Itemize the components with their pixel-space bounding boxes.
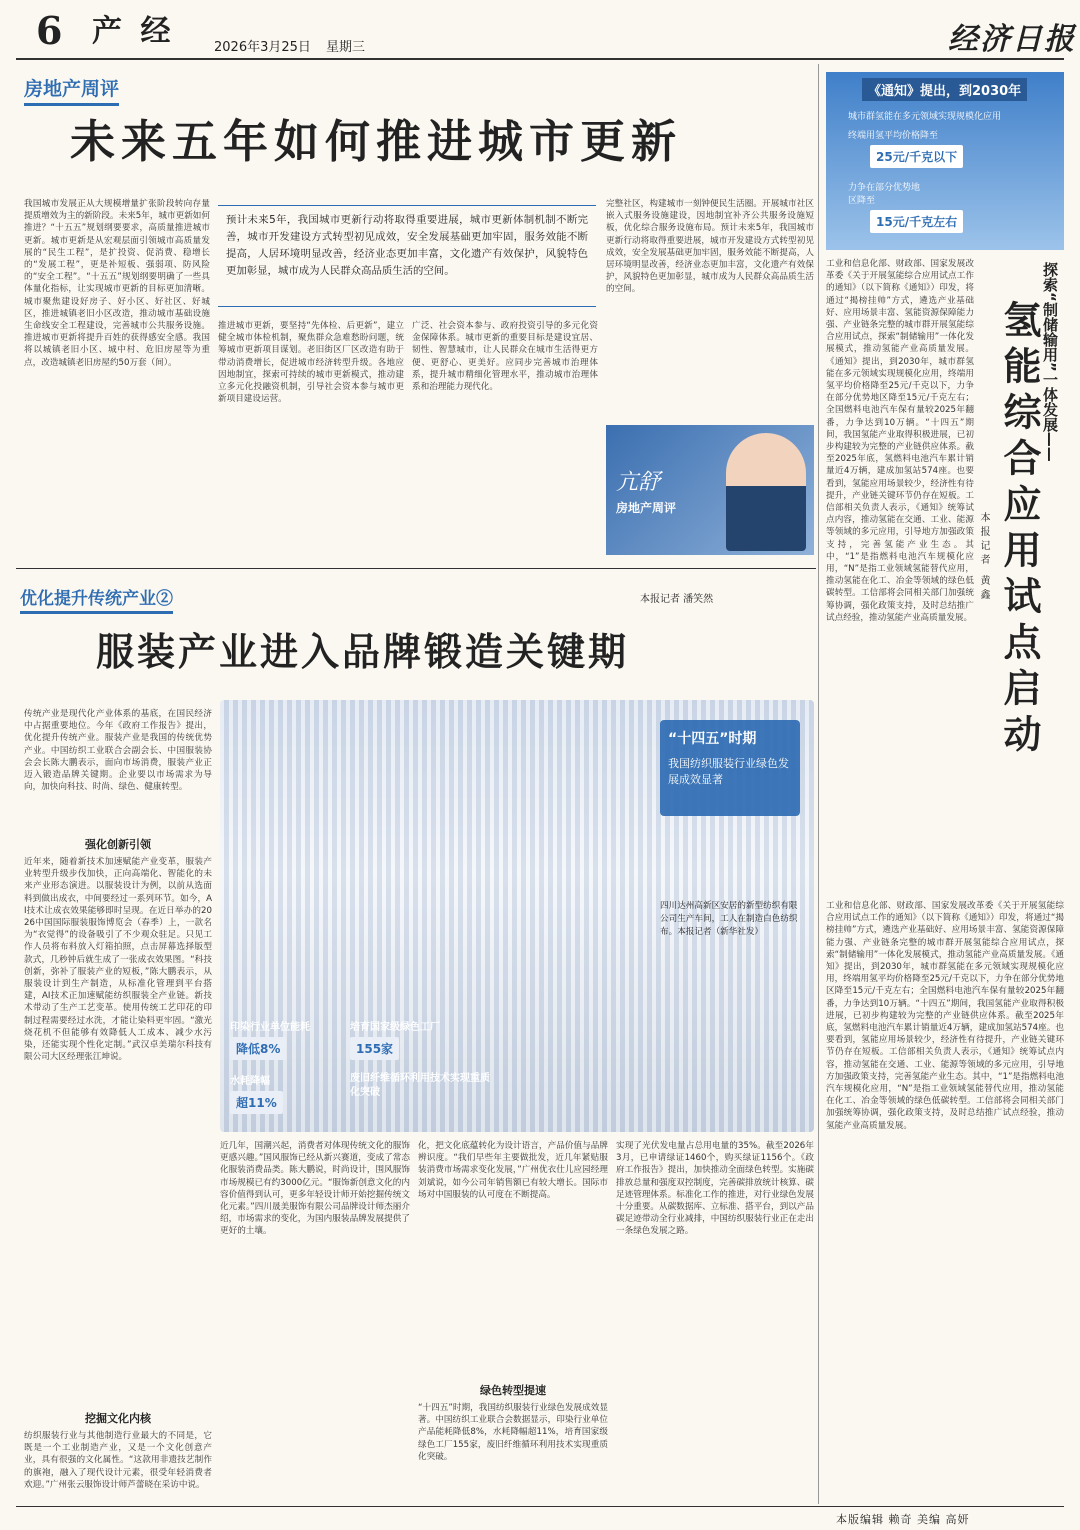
hydrogen-headline: 氢能综合应用试点启动 — [997, 300, 1042, 760]
infographic-subtitle: 城市群氢能在多元领域实现规模化应用 — [848, 112, 1002, 122]
article2-section-2: 纺织服装行业与其他制造行业最大的不同是，它既是一个工业制造产业，又是一个文化创意产业，具有很强的文化属性。“这款用非遗技艺制作的旗袍，融入了现代设计元素，很受年轻消费者欢迎。”广州张云服饰设计师芦蕾晓在采访中说。 — [24, 1431, 212, 1490]
divider-article1 — [16, 568, 816, 569]
stat-label: 印染行业单位能耗 — [230, 1022, 310, 1033]
stat-card-water — [230, 1072, 350, 1114]
subhead-innovation: 强化创新引领 — [85, 838, 151, 851]
columnist-name: 亢舒 — [616, 470, 661, 495]
hydrogen-article-text: 工业和信息化部、财政部、国家发展改革委《关于开展氢能综合应用试点工作的通知》（以下简称《通知》）印发，将通过“揭榜挂帅”方式，遴选产业基础好、应用场景丰富、氢能资源保障能力强、产业链条完整的城市群开展氢能综合应用试点，探索“制储输用”一体化发展模式，推动氢能产业高质量发展。《通知》提出，到2030年，城市群氢能在多元领域实现规模化应用，终端用氢平均价格降至25元/千克以下，力争在部分优势地区降至15元/千克左右；全国燃料电池汽车保有量较2025年翻番，力争达到10万辆。“十四五”期间，我国氢能产业取得积极进展，已初步构建较为完整的产业链供应体系。截至2025年底，氢燃料电池汽车累计销量近4万辆，建成加氢站574座。也要看到，氢能应用场景较少，经济性有待提升，产业链关键环节仍存在短板。工信部相关负责人表示，《通知》统筹试点内容，推动氢能在交通、工业、能源等领域的多元应用，引导地方加强政策支持，完善氢能产业生态。其中，“1”是指燃料电池汽车规模化应用，“N”是指工业领域氢能替代应用，推动氢能在化工、冶金等领域的绿色低碳转型。工信部将会同相关部门加强统筹协调，强化政策支持，及时总结推广试点经验，推动氢能产业高质量发展。 — [826, 259, 974, 623]
page-number: 6 — [36, 8, 63, 53]
period-title: “十四五”时期 — [668, 731, 757, 747]
columnist-portrait — [726, 433, 806, 551]
masthead-rule — [16, 58, 1064, 60]
series-tag-traditional-industry: 优化提升传统产业② — [20, 584, 173, 614]
infographic-value-1: 25元/千克以下 — [870, 145, 963, 168]
issue-date: 2026年3月25日 — [214, 40, 311, 55]
article2-section-1: 近年来，随着新技术加速赋能产业变革，服装产业转型升级步伐加快，正向高端化、智能化的未来产业形态演进。以服装设计为例，以前从选面料到做出成衣，中间要经过一系列环节。如今，AI技术让成衣效果能够即时呈现。在近日举办的2026中国国际服装服饰博览会（春季）上，一款名为“衣觉得”的设备吸引了不少观众驻足。只见工作人员将布料放入灯箱拍照，点击屏幕选择版型款式，几秒钟后就生成了一张成衣效果图。“科技创新，弥补了服装产业的短板，”陈大鹏表示，从服装设计到生产制造，从标准化管理到平台搭建，AI技术正加速赋能纺织服装全产业链。新技术带动了生产工艺变革。使用传统工艺印花的印制过程需要经过水洗，才能让染料更牢固。“激光烧花机不但能够有效降低人工成本、减少水污染，还能实现个性化定制。”武汉卓美瑞尔科技有限公司大区经理张江坤说。 — [24, 857, 212, 1063]
sidebar-divider — [818, 64, 819, 1504]
photo-credit: 本报记者（新华社发） — [677, 927, 764, 937]
article2-column-c: 化，把文化底蕴转化为设计语言，产品价值与品牌辨识度。“我们早些年主要做批发，近几年紧贴服装消费市场需求变化发展，”广州优衣仕儿应园经理刘斌说，如今公司年销售额已有较大增长。国际市场对中国服装的认可度在不断提高。 — [418, 1141, 608, 1200]
hydrogen-article-text-lower — [826, 900, 1064, 1500]
footer-rule — [16, 1506, 1064, 1507]
article2-section-3: “十四五”时期，我国纺织服装行业绿色发展成效显著。中国纺织工业联合会数据显示，印染行业单位产品能耗降低8%，水耗降幅超11%，培育国家级绿色工厂155家，废旧纤维循环利用技术实现重质化突破。 — [418, 1403, 608, 1462]
issue-weekday: 星期三 — [326, 40, 366, 55]
stat-card-green-factory — [350, 1018, 520, 1060]
stat-value: 超11% — [230, 1091, 283, 1114]
infographic-title: 《通知》提出，到2030年 — [862, 78, 1027, 101]
subhead-green: 绿色转型提速 — [480, 1384, 546, 1397]
infographic-line-1: 终端用氢平均价格降至 — [848, 131, 939, 141]
stat-label: 培育国家级绿色工厂 — [350, 1022, 440, 1033]
article2-byline: 本报记者 潘笑然 — [640, 594, 714, 605]
footer-editors: 本版编辑 赖奇 美编 高妍 — [836, 1513, 970, 1526]
article2-column-b: 近几年，国潮兴起，消费者对体现传统文化的服饰更感兴趣。”国风服饰已经从新兴赛道，变成了常态化服装消费品类。陈大鹏说，时尚设计，围风服饰市场规模已有约3000亿元。“服饰新创意文化的内容价值得到认可，更多年轻设计师开始挖掘传统文化元素。”四川晟美服饰有限公司品牌设计师杰丽介绍，市场需求的变化，为国内服装品牌发展提供了更好的土壤。 — [220, 1141, 410, 1237]
stat-label: 水耗降幅 — [230, 1076, 270, 1087]
article1-column-1: 我国城市发展正从大规模增量扩张阶段转向存量提质增效为主的新阶段。未来5年，城市更新如何推进？“十五五”规划纲要要求，高质量推进城市更新。城市更新是从宏观层面引领城市高质量发展的“民生工程”，是扩投资、促消费、稳增长的“发展工程”，更是补短板、强弱项、防风险的“安全工程”。“十五五”规划纲要明确了一些具体量化指标，让实现城市更新的目标更加清晰。城市聚焦建设好房子、好小区、好社区、好城区，推进城镇老旧小区改造，推动城市基础设施生命线安全工程建设，完善城市公共服务设施。推进城市更新将提升百姓的获得感安全感。我国将以城镇老旧小区、城中村、危旧房屋等为重点，改造城镇老旧房屋约50万套（间）。 — [24, 199, 210, 368]
article1-column-3: 广泛、社会资本参与、政府投资引导的多元化资金保障体系。城市更新的重要目标是建设宜居、韧性、智慧城市，让人民群众在城市生活得更方便、更舒心、更美好。应同步完善城市治理体系，提升城市精细化管理水平，推动城市治理体系和治理能力现代化。 — [412, 321, 598, 393]
stat-value: 155家 — [350, 1037, 399, 1060]
headline-apparel: 服装产业进入品牌锻造关键期 — [96, 629, 630, 674]
columnist-box — [606, 425, 814, 555]
article1-summary — [218, 205, 596, 307]
hydrogen-kicker: 探索“制储输用”一体发展—— — [1041, 262, 1059, 462]
columnist-column-label: 房地产周评 — [616, 501, 677, 515]
headline-urban-renewal: 未来五年如何推进城市更新 — [70, 115, 683, 168]
subhead-culture: 挖掘文化内核 — [85, 1412, 151, 1425]
hydrogen-byline: 本报记者 黄鑫 — [978, 512, 989, 604]
photo-caption-text: 四川达州高新区安居的新型纺织有限公司生产车间，工人在制造白色纺织布。 — [660, 901, 798, 937]
factory-photo — [220, 700, 814, 1132]
summary-text: 预计未来5年，我国城市更新行动将取得重要进展，城市更新体制机制不断完善，城市开发建设方式转型初见成效，安全发展基础更加牢固，服务效能不断提高，人居环境明显改善，经济业态更加丰富，文化遗产有效保护，风貌特色更加彰显，城市成为人民群众高品质生活的空间。 — [226, 214, 588, 277]
hydrogen-infographic — [826, 72, 1064, 250]
article2-column-d: 实现了光伏发电量占总用电量的35%。截至2026年3月，已申请绿证1460个，购买绿证1156个。《政府工作报告》提出，加快推动全面绿色转型。实施碳排放总量和强度双控制度，完善碳排放统计核算、碳足迹管理体系。标准化工作的推进，对行业绿色发展十分重要。从碳数据库、立标准、搭平台，到以产品碳足迹带动全行业减排，中国纺织服装行业正在走出一条绿色发展之路。 — [616, 1141, 814, 1237]
hydrogen-article-text-continued: 工业和信息化部、财政部、国家发展改革委《关于开展氢能综合应用试点工作的通知》（以下简称《通知》）印发，将通过“揭榜挂帅”方式，遴选产业基础好、应用场景丰富、氢能资源保障能力强、产业链条完整的城市群开展氢能综合应用试点，探索“制储输用”一体化发展模式，推动氢能产业高质量发展。《通知》提出，到2030年，城市群氢能在多元领域实现规模化应用，终端用氢平均价格降至25元/千克以下，力争在部分优势地区降至15元/千克左右；全国燃料电池汽车保有量较2025年翻番，力争达到10万辆。“十四五”期间，我国氢能产业取得积极进展，已初步构建较为完整的产业链供应体系。截至2025年底，氢燃料电池汽车累计销量近4万辆，建成加氢站574座。也要看到，氢能应用场景较少，经济性有待提升，产业链关键环节仍存在短板。工信部相关负责人表示，《通知》统筹试点内容，推动氢能在交通、工业、能源等领域的多元应用，引导地方加强政策支持，完善氢能产业生态。其中，“1”是指燃料电池汽车规模化应用，“N”是指工业领域氢能替代应用，推动氢能在化工、冶金等领域的绿色低碳转型。工信部将会同相关部门加强统筹协调，强化政策支持，及时总结推广试点经验，推动氢能产业高质量发展。 — [826, 901, 1064, 1131]
infographic-value-2: 15元/千克左右 — [870, 210, 963, 233]
infographic-line-2: 力争在部分优势地区降至 — [848, 183, 921, 206]
stat-value: 降低8% — [230, 1037, 286, 1060]
stat-label: 废旧纤维循环利用技术实现重质化突破 — [350, 1073, 490, 1098]
stat-card-recycling — [350, 1072, 490, 1100]
period-badge — [660, 720, 800, 816]
article1-column-2: 推进城市更新，要坚持“先体检、后更新”，建立健全城市体检机制，聚焦群众急难愁盼问题，统筹城市更新项目谋划。老旧街区厂区改造有助于带动消费增长，促进城市经济转型升级。各地应因地制宜，探索可持续的城市更新模式，推动建立多元化投融资机制，引导社会资本参与城市更新项目建设运营。 — [218, 321, 404, 405]
period-subtitle: 我国纺织服装行业绿色发展成效显著 — [668, 757, 789, 786]
article2-intro: 传统产业是现代化产业体系的基底，在国民经济中占据重要地位。今年《政府工作报告》提出，优化提升传统产业。服装产业是我国的传统优势产业。中国纺织工业联合会副会长、中国服装协会会长陈大鹏表示，面向市场消费，服装产业正迈入锻造品牌关键期。企业要以市场需求为导向，加快向科技、时尚、绿色、健康转型。 — [24, 709, 212, 793]
photo-caption — [660, 900, 800, 939]
column-tag-real-estate: 房地产周评 — [24, 74, 119, 106]
paper-logo: 经济日报 — [948, 22, 1076, 57]
section-name: 产 经 — [92, 14, 175, 49]
article1-column-4: 完整社区，构建城市一刻钟便民生活圈。开展城市社区嵌入式服务设施建设，因地制宜补齐公共服务设施短板，优化综合服务设施布局。预计未来5年，我国城市更新行动将取得重要进展，城市开发建设方式转型初见成效，安全发展基础更加牢固，服务效能不断提高，人居环境明显改善，经济业态更加丰富，文化遗产有效保护，风貌特色更加彰显，城市成为人民群众高品质生活的空间。 — [606, 199, 814, 295]
